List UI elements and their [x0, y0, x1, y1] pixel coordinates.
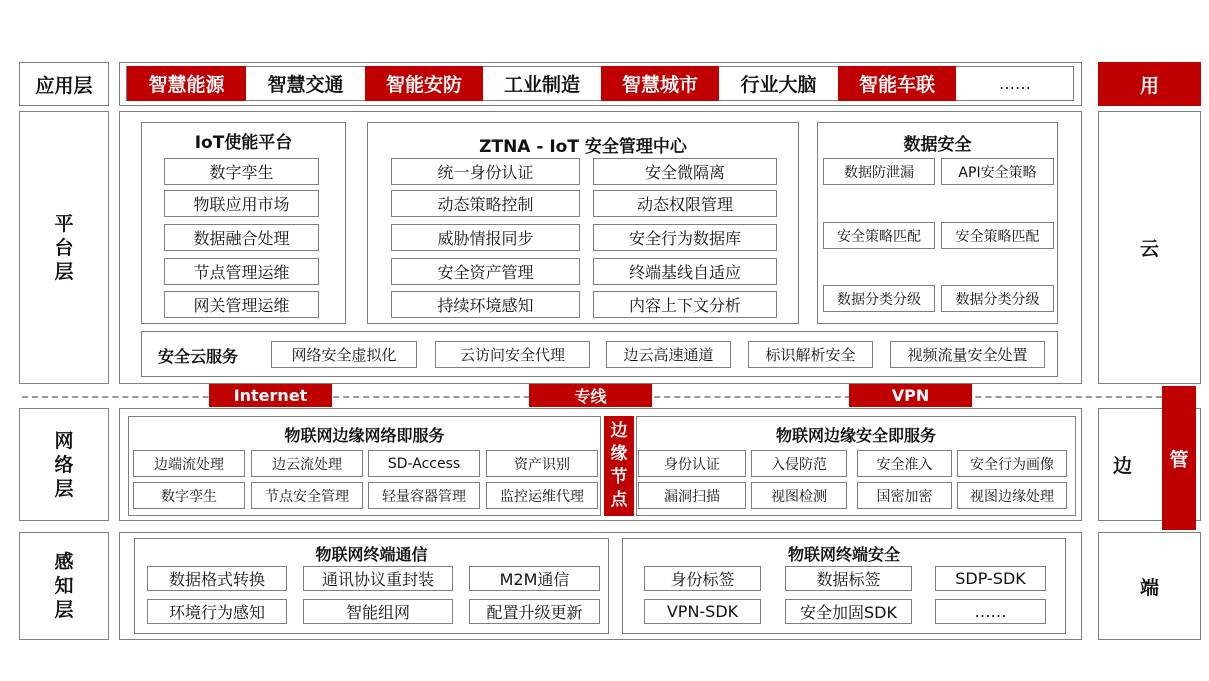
edge-net-item: 资产识别 — [486, 450, 598, 477]
edge-node-char: 节 — [610, 467, 628, 487]
layer-label-char: 台 — [54, 236, 74, 259]
terminal-comm-item: 智能组网 — [303, 599, 453, 624]
edge-sec-item: 视图边缘处理 — [957, 482, 1067, 509]
layer-label-char: 络 — [54, 453, 74, 476]
layer-label-platform — [19, 111, 109, 384]
ztna-item: 内容上下文分析 — [593, 291, 777, 318]
layer-label-char: 知 — [54, 575, 74, 597]
layer-label-char: 层 — [54, 599, 74, 621]
ztna-item: 统一身份认证 — [391, 158, 580, 185]
edge-sec-item: 入侵防范 — [751, 450, 847, 477]
terminal-sec-item: 身份标签 — [644, 566, 761, 591]
ztna-item: 安全资产管理 — [391, 258, 580, 285]
edge-node-char: 缘 — [610, 444, 628, 464]
terminal-sec-item: SDP-SDK — [935, 566, 1046, 591]
ztna-item: 动态权限管理 — [593, 190, 777, 217]
app-item: 智慧城市 — [601, 66, 719, 101]
edge-node-char: 点 — [610, 490, 628, 510]
edge-sec-title: 物联网边缘安全即服务 — [775, 426, 936, 445]
data-security-item: 安全策略匹配 — [941, 222, 1054, 249]
app-item: 智慧交通 — [267, 74, 344, 96]
data-security-item: 数据分类分级 — [941, 285, 1054, 312]
terminal-sec-item: VPN-SDK — [644, 599, 761, 624]
data-security-title: 数据安全 — [903, 135, 972, 155]
edge-node-char: 边 — [610, 421, 628, 441]
layer-label-char: 层 — [54, 260, 74, 283]
app-item: 智能车联 — [838, 66, 956, 101]
terminal-sec-item: 安全加固SDK — [785, 599, 912, 624]
right-label-end: 端 — [1098, 532, 1201, 640]
iot-platform-item: 数字孪生 — [164, 158, 319, 185]
edge-sec-item: 漏洞扫描 — [638, 482, 746, 509]
edge-net-item: 边云流处理 — [251, 450, 363, 477]
right-label-manage: 管 — [1162, 386, 1196, 530]
edge-sec-item: 国密加密 — [857, 482, 952, 509]
iot-platform-item: 数据融合处理 — [164, 224, 319, 251]
layer-label-char: 层 — [54, 477, 74, 500]
iot-platform-item: 节点管理运维 — [164, 258, 319, 285]
terminal-sec-item: 数据标签 — [785, 566, 912, 591]
app-item: …… — [999, 74, 1031, 93]
terminal-sec-title: 物联网终端安全 — [787, 545, 900, 564]
connection-label: Internet — [209, 384, 332, 407]
iot-platform-item: 网关管理运维 — [164, 291, 319, 318]
ztna-title: ZTNA - IoT 安全管理中心 — [479, 137, 687, 157]
terminal-comm-title: 物联网终端通信 — [315, 545, 428, 564]
terminal-sec-item: …… — [935, 599, 1046, 624]
iot-platform-title: IoT使能平台 — [194, 133, 293, 153]
edge-sec-item: 安全行为画像 — [957, 450, 1067, 477]
layer-label-char: 网 — [54, 429, 74, 452]
cloud-service-item: 云访问安全代理 — [435, 341, 590, 368]
ztna-item: 威胁情报同步 — [391, 224, 580, 251]
edge-net-item: 监控运维代理 — [486, 482, 598, 509]
app-item: 行业大脑 — [740, 74, 817, 96]
app-item: 智能安防 — [365, 66, 483, 101]
terminal-comm-item: 通讯协议重封装 — [303, 566, 453, 591]
ztna-item: 终端基线自适应 — [593, 258, 777, 285]
ztna-item: 安全行为数据库 — [593, 224, 777, 251]
cloud-service-item: 标识解析安全 — [748, 341, 873, 368]
right-label-use: 用 — [1098, 62, 1201, 106]
terminal-comm-item: 数据格式转换 — [147, 566, 287, 591]
cloud-service-title: 安全云服务 — [158, 347, 239, 366]
terminal-comm-item: M2M通信 — [469, 566, 600, 591]
ztna-item: 安全微隔离 — [593, 158, 777, 185]
cloud-service-item: 视频流量安全处置 — [890, 341, 1045, 368]
edge-net-item: SD-Access — [368, 450, 480, 477]
layer-label-network — [19, 408, 109, 521]
edge-node-label — [604, 416, 634, 516]
terminal-comm-item: 环境行为感知 — [147, 599, 287, 624]
right-label-edge-text: 边 — [1113, 455, 1133, 477]
edge-net-item: 轻量容器管理 — [368, 482, 480, 509]
edge-sec-item: 视图检测 — [751, 482, 847, 509]
ztna-item: 持续环境感知 — [391, 291, 580, 318]
right-label-cloud: 云 — [1098, 111, 1201, 384]
layer-label-app: 应用层 — [19, 62, 109, 106]
connection-label: VPN — [849, 384, 972, 407]
edge-net-item: 节点安全管理 — [251, 482, 363, 509]
edge-sec-item: 身份认证 — [638, 450, 746, 477]
cloud-service-item: 网络安全虚拟化 — [271, 341, 417, 368]
app-item: 工业制造 — [503, 74, 580, 96]
layer-label-sense — [19, 532, 109, 640]
iot-platform-item: 物联应用市场 — [164, 190, 319, 217]
edge-net-item: 边端流处理 — [133, 450, 245, 477]
edge-net-title: 物联网边缘网络即服务 — [284, 426, 445, 445]
data-security-item: 数据防泄漏 — [823, 158, 935, 185]
layer-label-char: 平 — [54, 212, 74, 235]
app-item: 智慧能源 — [127, 66, 246, 101]
connection-label: 专线 — [529, 384, 652, 407]
edge-net-item: 数字孪生 — [133, 482, 245, 509]
data-security-item: 安全策略匹配 — [823, 222, 935, 249]
data-security-item: 数据分类分级 — [823, 285, 935, 312]
data-security-item: API安全策略 — [941, 158, 1054, 185]
terminal-comm-item: 配置升级更新 — [469, 599, 600, 624]
layer-label-char: 感 — [54, 551, 74, 573]
cloud-service-item: 边云高速通道 — [606, 341, 731, 368]
ztna-item: 动态策略控制 — [391, 190, 580, 217]
edge-sec-item: 安全准入 — [857, 450, 952, 477]
